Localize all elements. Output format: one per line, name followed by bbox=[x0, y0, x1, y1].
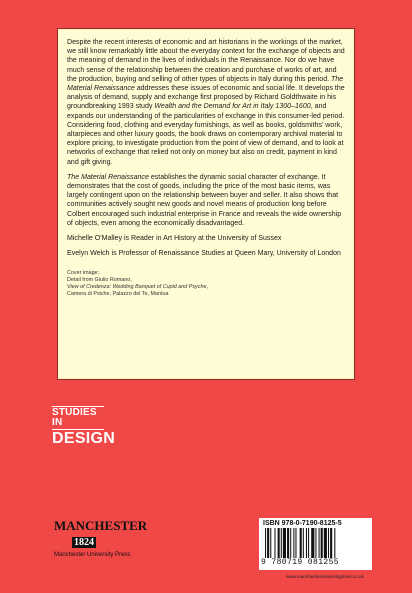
cover-image-credit: Cover image: Detail from Giulio Romano, View of Credenza: Wedding Banquet of Cupid and Psyche, Camera di Psiche, Palazzo del Te, Mantua bbox=[67, 270, 208, 298]
author-bio-1: Michelle O'Malley is Reader in Art History at the University of Sussex bbox=[67, 235, 282, 243]
description-panel bbox=[57, 28, 355, 380]
isbn-barcode bbox=[259, 518, 372, 570]
barcode-icon bbox=[263, 528, 368, 560]
publisher-url: www.manchesteruniversitypress.co.uk bbox=[286, 574, 364, 579]
barcode-digits: 9 780719 081255 bbox=[261, 558, 340, 567]
description-paragraph-2: The Material Renaissance establishes the dynamic social character of exchange. It demonstrates that the cost of goods, including the price of the most basic items, was largely contingent upon on the relationship between buyer and seller. It also shows that communities actively sought new goods and novel means of production long before Colbert encouraged such industrial enterprise in France and reveals the wide ownership of objects, even among the economically disadvantaged. bbox=[67, 173, 342, 227]
author-bio-2: Evelyn Welch is Professor of Renaissance Studies at Queen Mary, University of London bbox=[67, 250, 341, 258]
series-name-bottom: DESIGN bbox=[52, 430, 116, 447]
publisher-year: 1824 bbox=[74, 537, 94, 548]
isbn-label: ISBN 978-0-7190-8125-5 bbox=[263, 520, 342, 527]
description-paragraph-1: Despite the recent interests of economic and art historians in the workings of the market, we still know remarkably little about the everyday context for the exchange of objects and the meaning of demand in the lives of individuals in the Renaissance. Nor do we have much sense of the relationship between the creation and purchase of works of art, and the production, buying and selling of other types of objects in Italy during this period. The Material Renaissance addresses these issues of economic and social life. It develops the analysis of demand, supply and exchange first proposed by Richard Goldthwaite in his groundbreaking 1993 study Wealth and the Demand for Art in Italy 1300–1600, and expands our understanding of the particularities of exchange in this consumer-led period. Considering food, clothing and everyday furnishings, as well as books, goldsmiths' work, altarpieces and other luxury goods, the book draws on contemporary archival material to explore pricing, to investigate production from the point of view of demand, and to look at networks of exchange that relied not only on money but also on credit, payment in kind and gift giving. bbox=[67, 39, 345, 166]
publisher-name: MANCHESTER bbox=[54, 518, 148, 533]
publisher-press: Manchester University Press bbox=[54, 552, 131, 558]
series-logo bbox=[52, 406, 115, 447]
publisher-logo bbox=[54, 518, 148, 559]
series-name-top: STUDIES IN bbox=[52, 406, 104, 430]
